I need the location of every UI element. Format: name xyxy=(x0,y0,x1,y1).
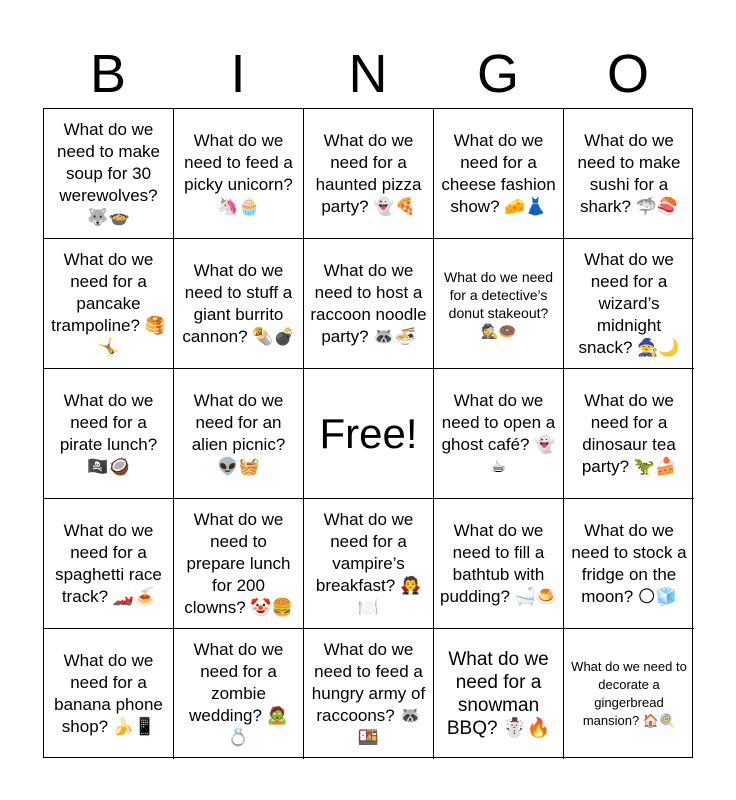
bingo-cell[interactable] xyxy=(564,369,694,499)
bingo-cell[interactable] xyxy=(304,499,434,629)
bingo-cell[interactable] xyxy=(434,629,564,759)
cell-text: What do we need for a pancake trampoline? 🥞🤸 xyxy=(51,249,166,357)
cell-text: What do we need for a spaghetti race track? 🏎️🍝 xyxy=(55,520,162,606)
cell-text: What do we need to feed a hungry army of raccoons? 🦝🍱 xyxy=(311,640,426,747)
cell-text: What do we need for a detective’s donut stakeout? 🕵️🍩 xyxy=(444,268,553,339)
bingo-cell[interactable] xyxy=(174,369,304,499)
bingo-cell[interactable] xyxy=(174,109,304,239)
free-space-label: Free! xyxy=(319,409,418,457)
cell-text: What do we need for a wizard’s midnight snack? 🧙🌙 xyxy=(578,249,680,357)
bingo-cell[interactable] xyxy=(44,239,174,369)
bingo-cell[interactable] xyxy=(434,239,564,369)
cell-text: What do we need to make sushi for a shark? 🦈🍣 xyxy=(577,130,681,216)
cell-text: What do we need to open a ghost café? 👻☕ xyxy=(441,390,556,476)
cell-text: What do we need to decorate a gingerbread mansion? 🏠🍭 xyxy=(571,659,687,728)
bingo-cell[interactable] xyxy=(174,499,304,629)
header-letter-n: N xyxy=(348,44,388,104)
bingo-cell[interactable] xyxy=(174,239,304,369)
cell-text: What do we need to feed a picky unicorn? 🦄🧁 xyxy=(184,130,293,216)
header-letter-o: O xyxy=(606,44,649,104)
cell-text: What do we need for an alien picnic? 👽🧺 xyxy=(191,390,286,476)
bingo-cell[interactable] xyxy=(564,629,694,759)
bingo-cell[interactable] xyxy=(304,109,434,239)
bingo-cell[interactable] xyxy=(564,499,694,629)
cell-text: What do we need for a banana phone shop? 🍌📱 xyxy=(54,651,163,736)
bingo-cell[interactable] xyxy=(564,109,694,239)
cell-text: What do we need for a haunted pizza party? 👻🍕 xyxy=(315,130,422,216)
cell-text: What do we need to stock a fridge on the moon? 🌕🧊 xyxy=(571,520,687,606)
bingo-cell[interactable] xyxy=(174,629,304,759)
bingo-cell[interactable] xyxy=(564,239,694,369)
cell-text: What do we need to stuff a giant burrito cannon? 🌯💣 xyxy=(182,260,295,346)
cell-text: What do we need to host a raccoon noodle party? 🦝🍜 xyxy=(310,260,427,346)
cell-text: What do we need for a cheese fashion show? 🧀👗 xyxy=(441,130,556,216)
cell-text: What do we need to fill a bathtub with pudding? 🛁🍮 xyxy=(439,520,558,606)
header-letter-b: B xyxy=(89,44,127,104)
header-letter-g: G xyxy=(476,44,519,104)
bingo-cell[interactable] xyxy=(304,629,434,759)
bingo-cell[interactable] xyxy=(434,109,564,239)
cell-text: What do we need to make soup for 30 werewolves? 🐺🍲 xyxy=(56,119,160,227)
bingo-cell[interactable] xyxy=(434,369,564,499)
header-letter-i: I xyxy=(230,44,246,104)
bingo-cell[interactable] xyxy=(434,499,564,629)
cell-text: What do we need for a vampire’s breakfast? 🧛🍽️ xyxy=(315,509,422,617)
bingo-header xyxy=(43,40,693,108)
bingo-cell[interactable] xyxy=(304,239,434,369)
bingo-board xyxy=(43,108,693,758)
bingo-cell[interactable] xyxy=(44,499,174,629)
cell-text: What do we need for a pirate lunch? 🏴‍☠️🥥 xyxy=(59,390,158,476)
cell-text: What do we need to prepare lunch for 200 clowns? 🤡🍔 xyxy=(184,509,293,617)
cell-text: What do we need for a snowman BBQ? ☃️🔥 xyxy=(446,649,551,739)
bingo-cell[interactable] xyxy=(44,629,174,759)
cell-text: What do we need for a dinosaur tea party? 🦖🍰 xyxy=(581,390,677,476)
bingo-cell[interactable] xyxy=(44,109,174,239)
cell-text: What do we need for a zombie wedding? 🧟💍 xyxy=(189,640,288,747)
bingo-cell[interactable] xyxy=(44,369,174,499)
free-space[interactable] xyxy=(304,369,434,499)
